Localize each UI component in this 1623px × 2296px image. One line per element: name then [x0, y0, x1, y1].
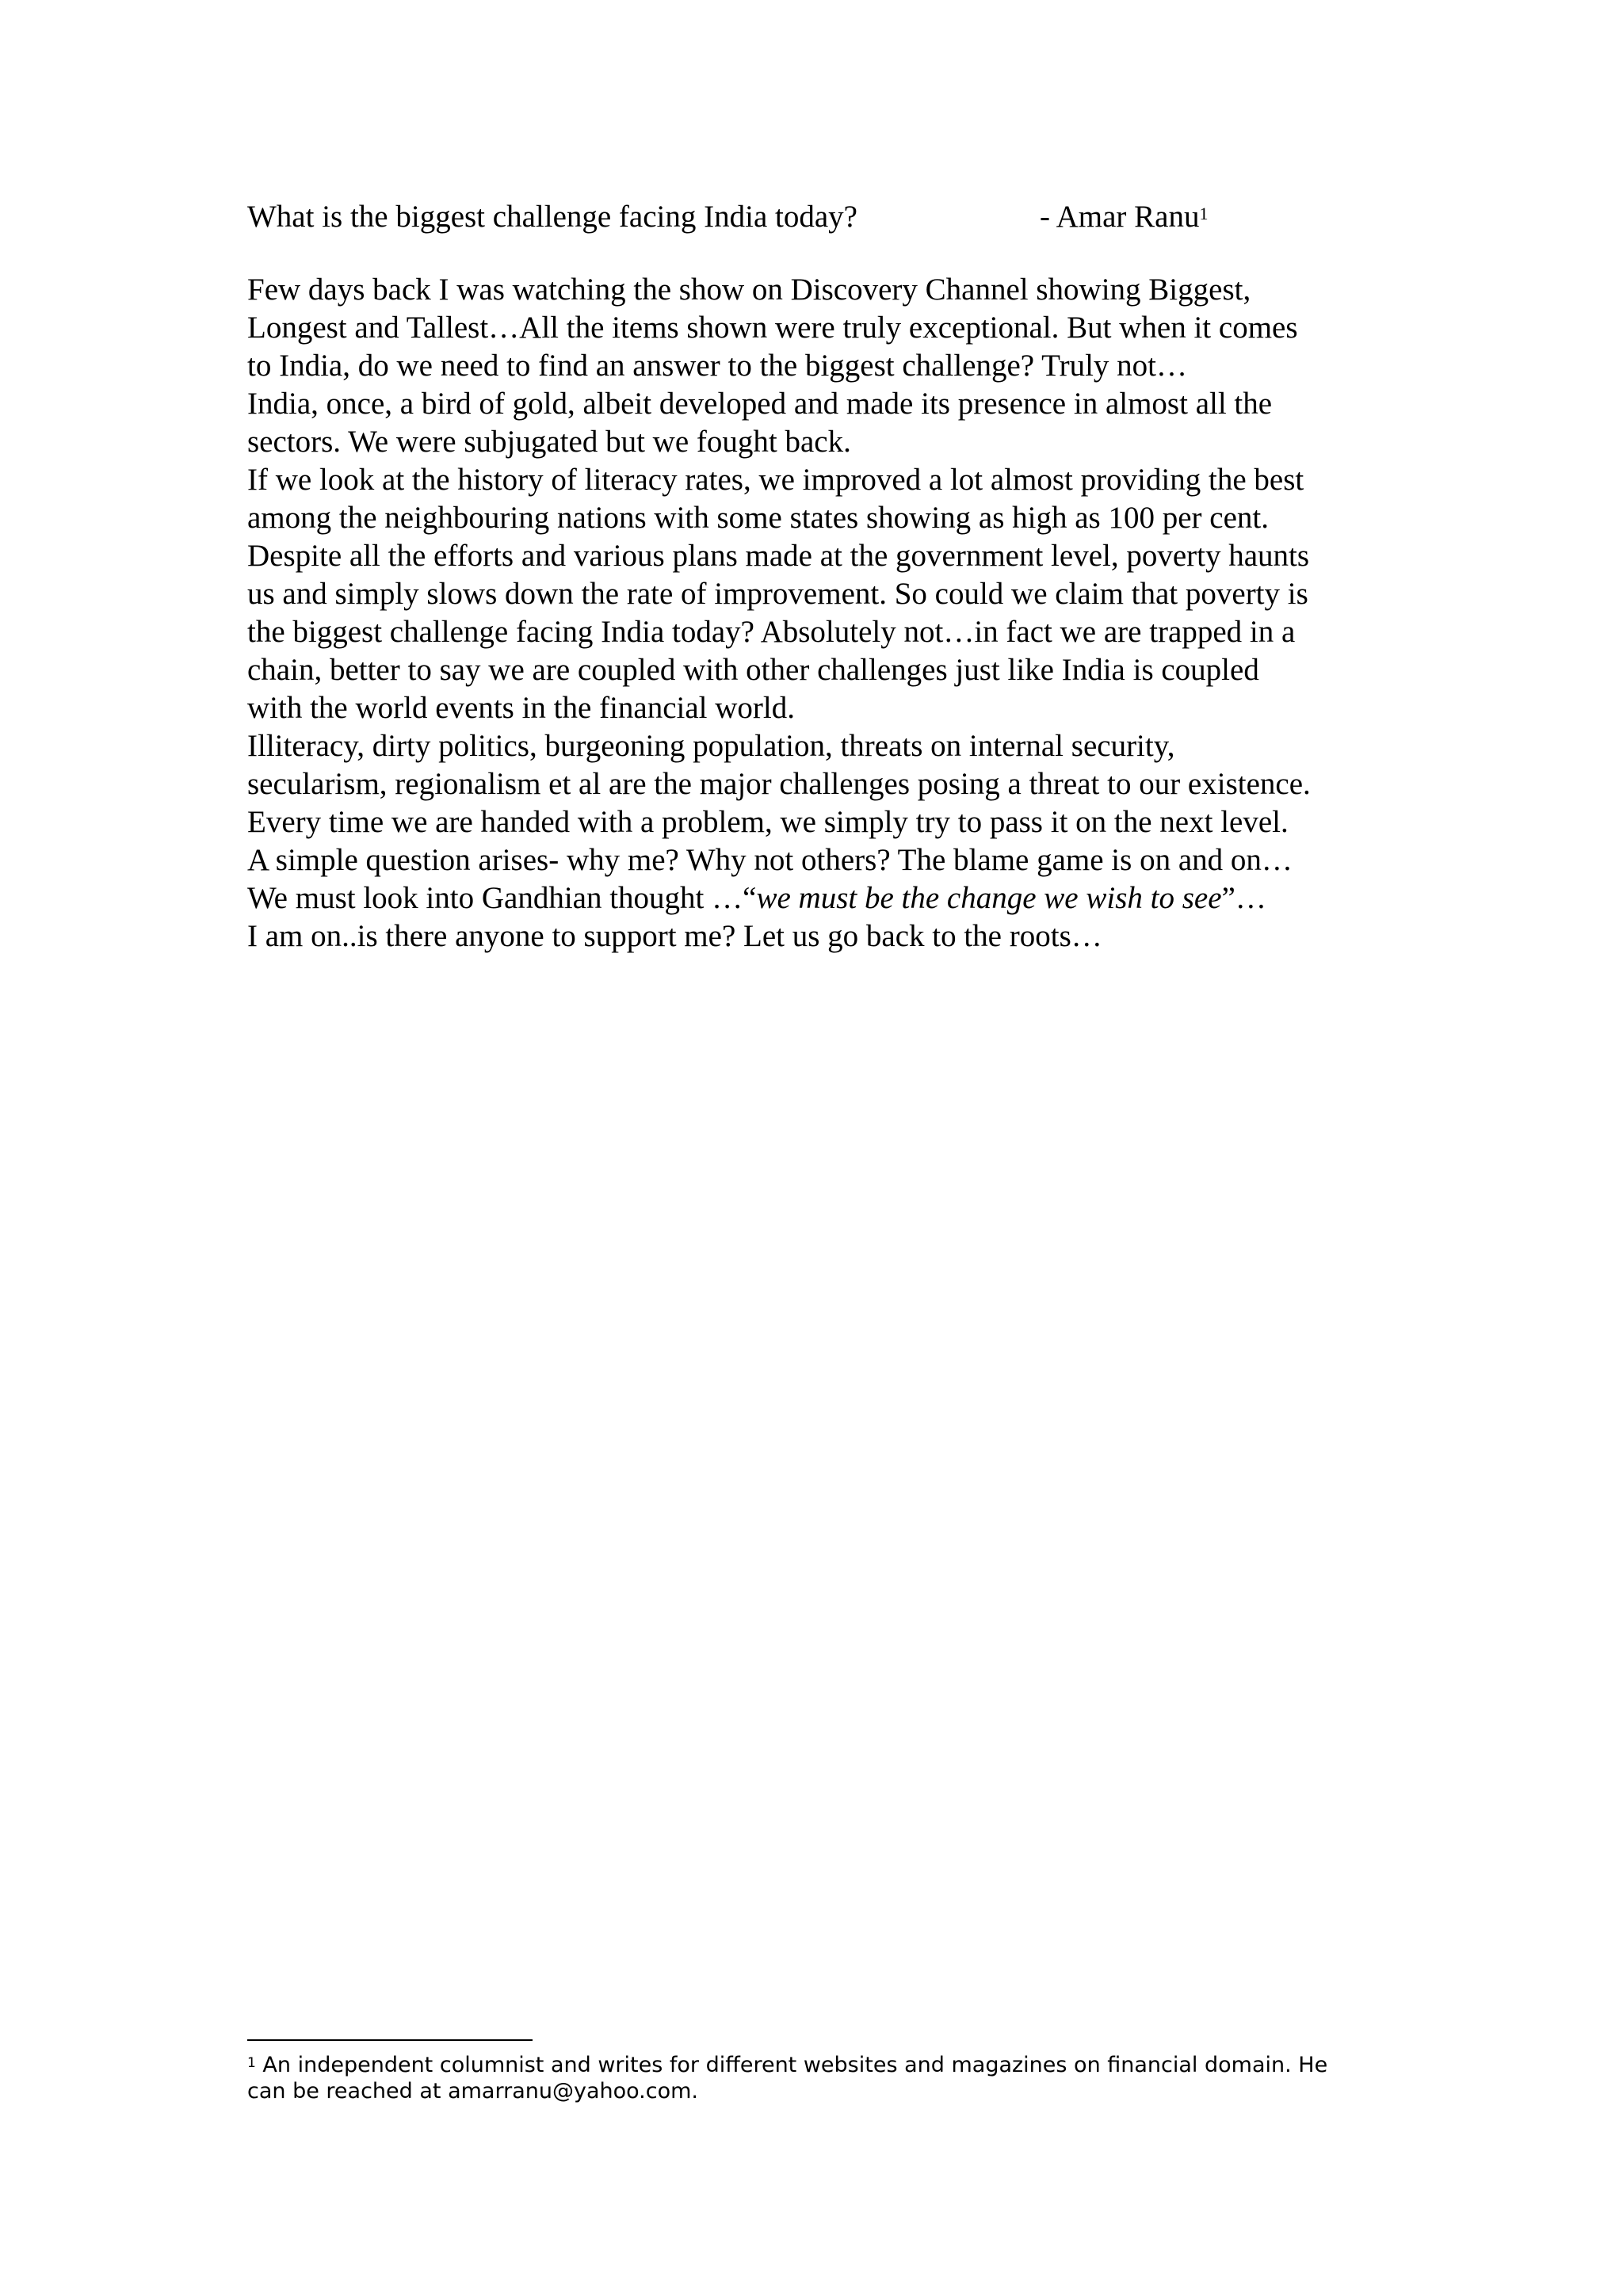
footnote-text: An independent columnist and writes for different websites and magazines on financial domain. He: [262, 2053, 1328, 2077]
body-line: to India, do we need to find an answer to the biggest challenge? Truly not…: [247, 349, 1187, 383]
body-line: Despite all the efforts and various plans made at the government level, poverty haunts: [247, 539, 1310, 573]
body-line: chain, better to say we are coupled with other challenges just like India is coupled: [247, 653, 1259, 687]
gandhi-quote-line: [247, 879, 1412, 917]
author-byline: [1040, 195, 1208, 239]
body-line: A simple question arises- why me? Why not others? The blame game is on and on…: [247, 843, 1293, 877]
gandhi-suffix: ”…: [1221, 881, 1266, 915]
body-line: Every time we are handed with a problem, we simply try to pass it on the next level.: [247, 805, 1289, 839]
article-title: What is the biggest challenge facing India today?: [247, 200, 857, 234]
gandhi-prefix: We must look into Gandhian thought …“: [247, 881, 757, 915]
footnote-line: [247, 2052, 1388, 2078]
body-line: among the neighbouring nations with some states showing as high as 100 per cent.: [247, 501, 1269, 535]
body-line: sectors. We were subjugated but we fought back.: [247, 425, 851, 459]
body-line: Illiteracy, dirty politics, burgeoning population, threats on internal security,: [247, 729, 1175, 763]
article-heading: [247, 195, 1396, 242]
body-line: Longest and Tallest…All the items shown were truly exceptional. But when it comes: [247, 311, 1298, 345]
body-line: the biggest challenge facing India today? Absolutely not…in fact we are trapped in a: [247, 615, 1296, 649]
footnote-reference[interactable]: 1: [1199, 204, 1209, 223]
gandhi-quote: we must be the change we wish to see: [756, 881, 1222, 915]
body-line: with the world events in the financial world.: [247, 691, 795, 725]
author-name: - Amar Ranu: [1040, 200, 1200, 234]
article-body: [247, 271, 1412, 955]
footnote-line: can be reached at amarranu@yahoo.com.: [247, 2079, 699, 2103]
body-line: Few days back I was watching the show on Discovery Channel showing Biggest,: [247, 273, 1251, 307]
body-line: us and simply slows down the rate of improvement. So could we claim that poverty is: [247, 577, 1308, 611]
footnote-separator: [247, 2039, 533, 2041]
footnote-marker: 1: [247, 2055, 256, 2071]
closing-line: I am on..is there anyone to support me? Let us go back to the roots…: [247, 919, 1102, 953]
body-line: secularism, regionalism et al are the major challenges posing a threat to our existence.: [247, 767, 1311, 801]
footnote: [247, 2052, 1388, 2104]
body-line: If we look at the history of literacy rates, we improved a lot almost providing the best: [247, 463, 1304, 497]
body-line: India, once, a bird of gold, albeit developed and made its presence in almost all the: [247, 387, 1273, 421]
